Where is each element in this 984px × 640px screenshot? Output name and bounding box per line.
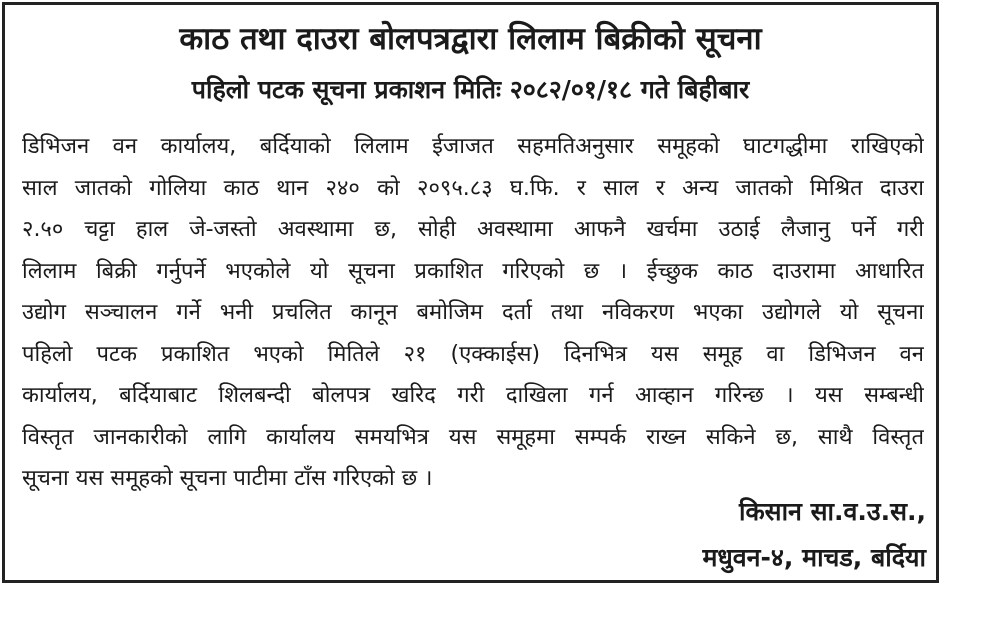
body-line: २.५० चट्टा हाल जे-जस्तो अवस्थामा छ, सोही अवस्थामा आफनै खर्चमा उठाई लैजानु पर्ने गरी — [22, 217, 924, 242]
signature-org-name: किसान सा.व.उ.स., — [739, 497, 926, 526]
body-line: डिभिजन वन कार्यालय, बर्दियाको लिलाम ईजाजत सहमतिअनुसार समूहको घाटगद्धीमा राखिएको — [22, 134, 924, 159]
body-line: सूचना यस समूहको सूचना पाटीमा टाँस गरिएको छ । — [22, 466, 433, 491]
notice-box — [2, 2, 939, 583]
notice-body — [22, 126, 924, 500]
notice-title: काठ तथा दाउरा बोलपत्रद्वारा लिलाम बिक्रीको सूचना — [179, 21, 762, 57]
body-line: विस्तृत जानकारीको लागि कार्यालय समयभित्र यस समूहमा सम्पर्क राख्न सकिने छ, साथै विस्तृत — [22, 424, 924, 450]
body-line: लिलाम बिक्री गर्नुपर्ने भएकोले यो सूचना प्रकाशित गरिएको छ । ईच्छुक काठ दाउरामा आधारित — [22, 258, 924, 284]
body-line: उद्योग सञ्चालन गर्ने भनी प्रचलित कानून बमोजिम दर्ता तथा नविकरण भएका उद्योगले यो सूचना — [22, 300, 924, 325]
body-line: पहिलो पटक प्रकाशित भएको मितिले २१ (एक्काईस) दिनभित्र यस समूह वा डिभिजन वन — [22, 341, 924, 367]
body-line: कार्यालय, बर्दियाबाट शिलबन्दी बोलपत्र खरिद गरी दाखिला गर्न आव्हान गरिन्छ । यस सम्बन्धी — [22, 383, 924, 408]
publication-date-line: पहिलो पटक सूचना प्रकाशन मितिः २०८२/०१/१८ गते बिहीबार — [191, 75, 750, 104]
body-line: साल जातको गोलिया काठ थान २४० को २०९५.८३ घ.फि. र साल र अन्य जातको मिश्रित दाउरा — [22, 175, 924, 201]
signature-address: मधुवन-४, माचड, बर्दिया — [702, 543, 926, 572]
